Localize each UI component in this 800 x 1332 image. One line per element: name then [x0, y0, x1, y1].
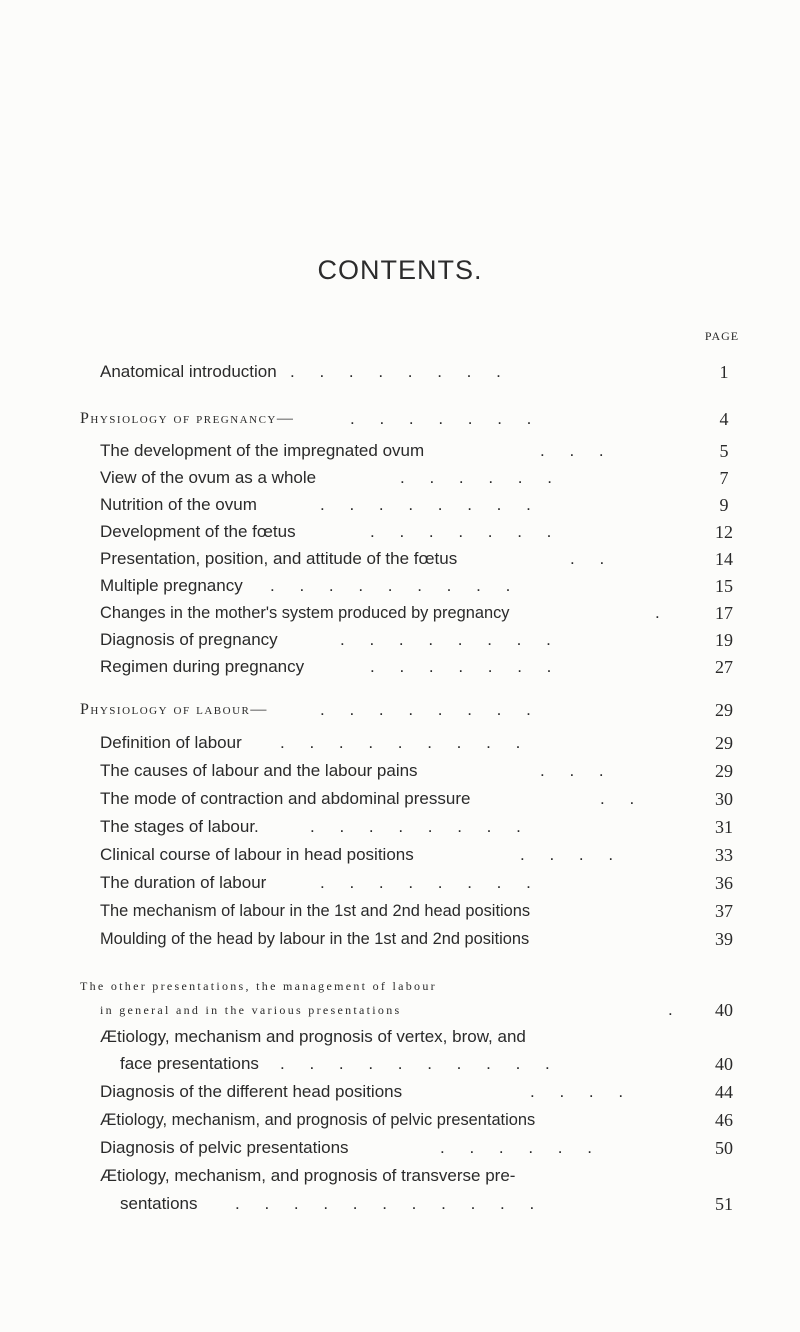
toc-entry-page: 50: [715, 1138, 733, 1158]
toc-entry-label: Definition of labour: [100, 733, 242, 752]
toc-entry[interactable]: [0, 1165, 800, 1195]
leader-dots: . .: [600, 789, 645, 808]
toc-entry-label-line1: Ætiology, mechanism, and prognosis of transverse pre-: [100, 1166, 516, 1185]
toc-entry[interactable]: [0, 816, 800, 846]
leader-dots: .: [668, 1000, 673, 1019]
section-heading-pregnancy[interactable]: [0, 408, 800, 438]
leader-dots: . . . . . . . . .: [270, 576, 521, 595]
toc-entry[interactable]: [0, 656, 800, 686]
toc-entry-page: 29: [715, 733, 733, 753]
leader-dots: . . . . . .: [400, 468, 562, 487]
leader-dots: . . . . . . . .: [320, 700, 541, 719]
leader-dots: . . . . . . . .: [320, 495, 541, 514]
toc-entry-cont[interactable]: [0, 1193, 800, 1223]
toc-entry[interactable]: [0, 361, 800, 391]
section-heading-page: 40: [715, 1000, 733, 1020]
toc-entry-label: Regimen during pregnancy: [100, 657, 305, 676]
toc-entry-page: 17: [715, 603, 733, 623]
toc-entry-label: Diagnosis of pelvic presentations: [100, 1138, 349, 1157]
toc-entry-label: Diagnosis of the different head positions: [100, 1082, 403, 1101]
toc-entry[interactable]: [0, 1026, 800, 1056]
toc-entry-page: 44: [715, 1082, 733, 1102]
toc-entry-label: Changes in the mother's system produced by pregnancy: [100, 604, 510, 622]
toc-entry-page: 12: [715, 522, 733, 542]
toc-entry-page: 15: [715, 576, 733, 596]
toc-entry-page: 37: [715, 901, 733, 921]
toc-entry-page: 19: [715, 630, 733, 650]
leader-dots: . . .: [540, 441, 614, 460]
toc-entry[interactable]: [0, 872, 800, 902]
toc-entry-page: 39: [715, 929, 733, 949]
toc-entry-page: 40: [715, 1054, 733, 1074]
leader-dots: . . . .: [520, 845, 624, 864]
toc-entry-page: 33: [715, 845, 733, 865]
toc-entry-page: 29: [715, 761, 733, 781]
leader-dots: . . . . . .: [440, 1138, 602, 1157]
toc-entry[interactable]: [0, 1109, 800, 1139]
leader-dots: . . . . . . .: [370, 522, 562, 541]
toc-entry-page: 27: [715, 657, 733, 677]
toc-entry[interactable]: [0, 467, 800, 497]
toc-entry[interactable]: [0, 602, 800, 632]
section-heading-label-line2: in general and in the various presentations: [100, 1003, 402, 1017]
leader-dots: . . . . . . . .: [290, 362, 511, 381]
toc-entry-label: Development of the fœtus: [100, 522, 296, 541]
section-heading-page: 4: [719, 409, 729, 429]
toc-entry-label: Nutrition of the ovum: [100, 495, 257, 514]
toc-entry-page: 51: [715, 1194, 733, 1214]
toc-entry-page: 14: [715, 549, 733, 569]
toc-entry-label: Multiple pregnancy: [100, 576, 243, 595]
leader-dots: . . . . . . .: [350, 409, 542, 428]
toc-entry[interactable]: [0, 440, 800, 470]
toc-entry-label: The causes of labour and the labour pains: [100, 761, 418, 780]
toc-entry[interactable]: [0, 575, 800, 605]
toc-entry[interactable]: [0, 1137, 800, 1167]
toc-entry-page: 1: [719, 362, 729, 382]
toc-entry-label: The mode of contraction and abdominal pressure: [100, 789, 471, 808]
toc-entry[interactable]: [0, 548, 800, 578]
leader-dots: . . . . . . .: [370, 657, 562, 676]
toc-entry-page: 30: [715, 789, 733, 809]
toc-entry-label: Presentation, position, and attitude of the fœtus: [100, 549, 458, 568]
toc-entry[interactable]: [0, 760, 800, 790]
leader-dots: . . . .: [530, 1082, 634, 1101]
page-column-header: PAGE: [704, 329, 740, 343]
section-heading-labour[interactable]: [0, 699, 800, 729]
toc-entry-label-line2: sentations: [120, 1194, 198, 1213]
toc-entry[interactable]: [0, 494, 800, 524]
toc-entry[interactable]: [0, 844, 800, 874]
section-heading-other-cont[interactable]: [0, 999, 800, 1029]
toc-entry[interactable]: [0, 732, 800, 762]
toc-entry[interactable]: [0, 521, 800, 551]
toc-entry-label: The duration of labour: [100, 873, 267, 892]
leader-dots: . .: [570, 549, 615, 568]
toc-entry-label: View of the ovum as a whole: [100, 468, 317, 487]
toc-entry-label: The development of the impregnated ovum: [100, 441, 425, 460]
toc-entry-label: The stages of labour.: [100, 817, 259, 836]
section-heading-label: Physiology of pregnancy—: [80, 410, 295, 427]
toc-entry-label: Moulding of the head by labour in the 1st and 2nd positions: [100, 930, 530, 948]
toc-entry-cont[interactable]: [0, 1053, 800, 1083]
toc-entry-label: Diagnosis of pregnancy: [100, 630, 278, 649]
page-title: CONTENTS.: [317, 255, 483, 285]
toc-entry-label: Anatomical introduction: [100, 362, 277, 381]
toc-entry-page: 9: [719, 495, 729, 515]
section-heading-label-line1: The other presentations, the management of labour: [80, 979, 437, 993]
toc-entry-page: 46: [715, 1110, 733, 1130]
toc-entry-page: 36: [715, 873, 733, 893]
leader-dots: . . . . . . . .: [340, 630, 561, 649]
leader-dots: . . . . . . . . . . .: [235, 1194, 545, 1213]
section-heading-label: Physiology of labour—: [80, 701, 268, 718]
toc-entry-page: 5: [719, 441, 729, 461]
leader-dots: . . .: [540, 761, 614, 780]
toc-entry[interactable]: [0, 788, 800, 818]
toc-entry-label-line1: Ætiology, mechanism and prognosis of vertex, brow, and: [100, 1027, 526, 1046]
toc-entry-label: Clinical course of labour in head positions: [100, 845, 414, 864]
toc-entry[interactable]: [0, 900, 800, 930]
leader-dots: . . . . . . . .: [320, 873, 541, 892]
toc-entry-label: The mechanism of labour in the 1st and 2nd head positions: [100, 902, 531, 920]
toc-entry-label-line2: face presentations: [120, 1054, 259, 1073]
toc-entry[interactable]: [0, 629, 800, 659]
toc-entry-page: 7: [719, 468, 729, 488]
leader-dots: . . . . . . . . . .: [280, 1054, 560, 1073]
leader-dots: . . . . . . . . .: [280, 733, 531, 752]
section-heading-page: 29: [715, 700, 733, 720]
toc-entry-page: 31: [715, 817, 733, 837]
toc-entry[interactable]: [0, 928, 800, 958]
toc-entry-label: Ætiology, mechanism, and prognosis of pelvic presentations: [100, 1111, 536, 1129]
toc-entry[interactable]: [0, 1081, 800, 1111]
leader-dots: . . . . . . . .: [310, 817, 531, 836]
leader-dots: .: [655, 603, 670, 622]
